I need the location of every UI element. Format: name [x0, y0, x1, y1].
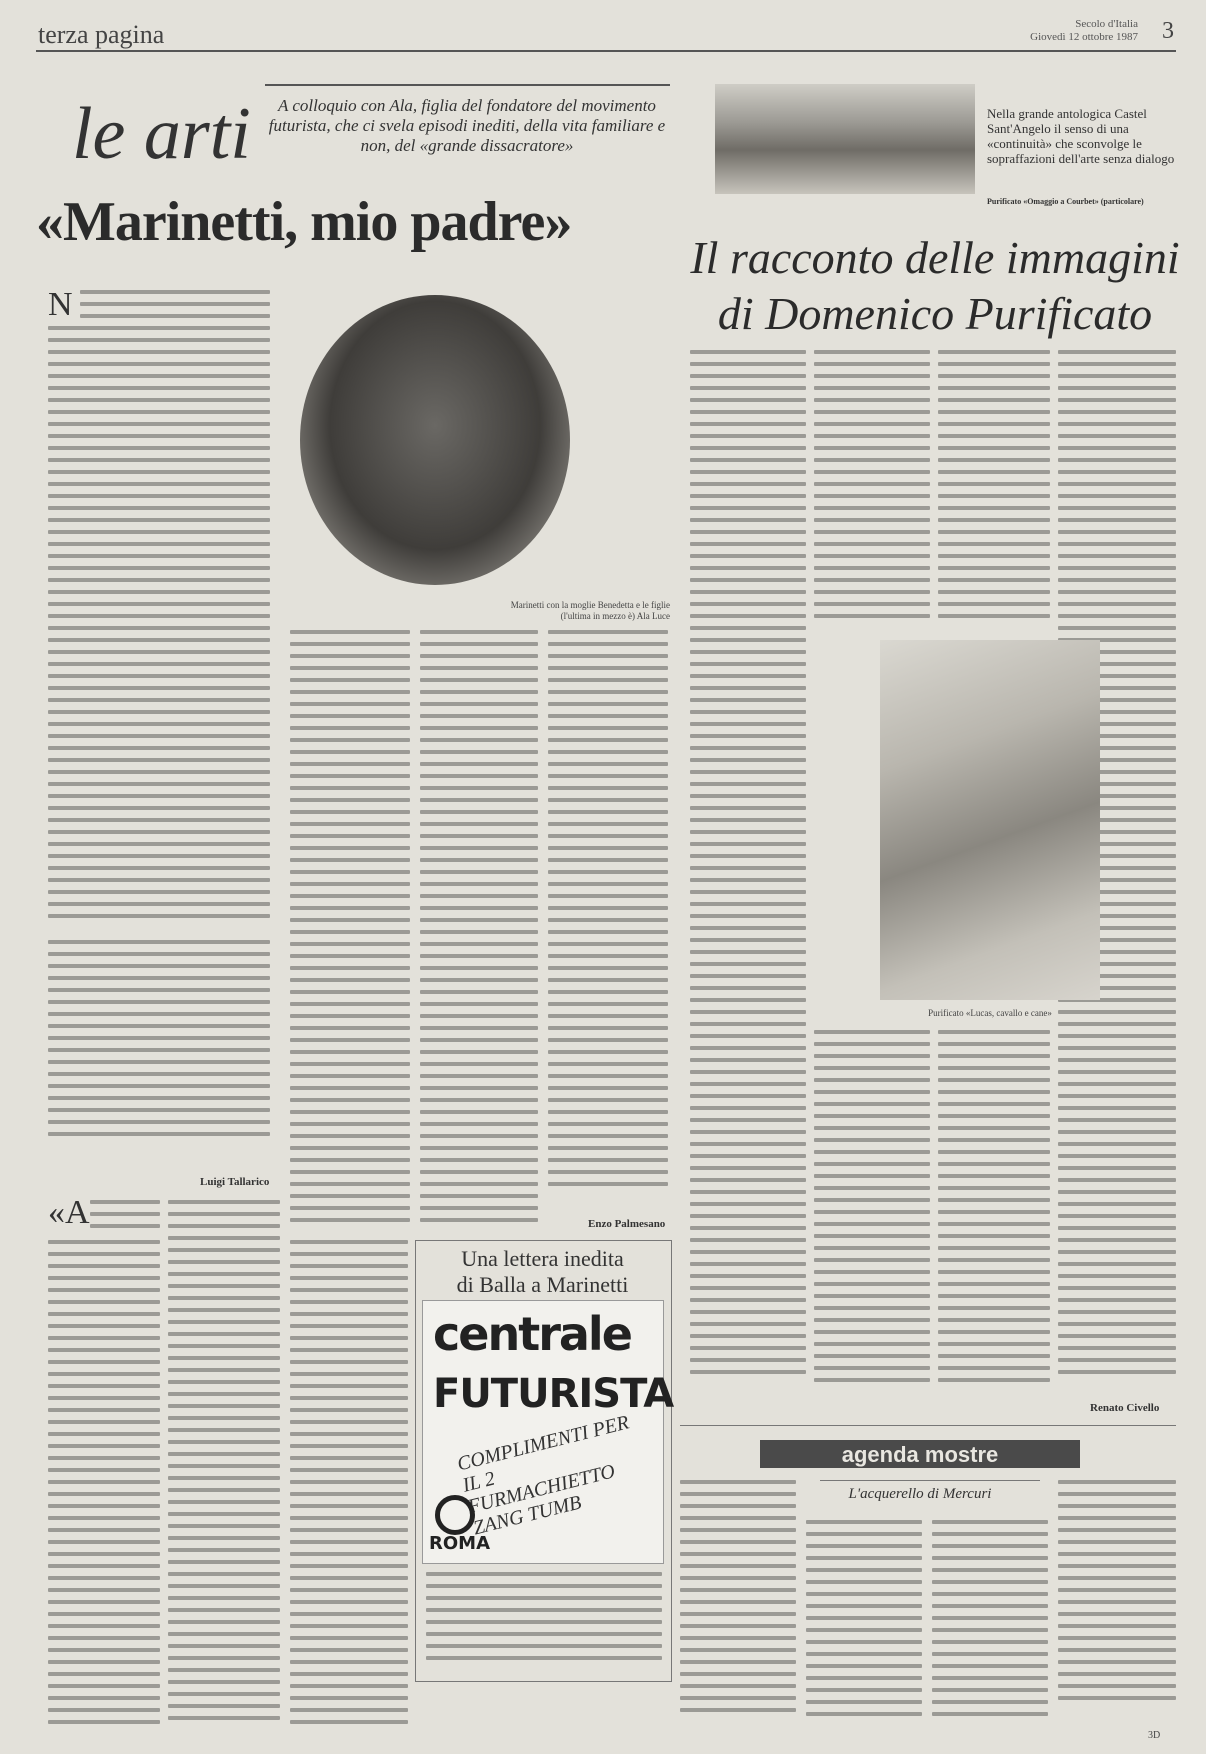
article-text — [48, 326, 270, 926]
letterhead-centrale: centrale — [433, 1307, 631, 1361]
section-rule — [680, 1425, 1176, 1426]
headline-line: di Domenico Purificato — [717, 288, 1153, 339]
handwritten-note: COMPLIMENTI PER IL 2 FURMACHIETTO ZANG TUMB — [455, 1411, 632, 1540]
byline: Luigi Tallarico — [200, 1176, 270, 1188]
letterhead-futurista: FUTURISTA — [433, 1371, 674, 1417]
deck-rule — [265, 84, 670, 86]
article-text — [48, 1240, 160, 1730]
letterhead-city: ROMA — [429, 1533, 491, 1554]
photo-caption: Marinetti con la moglie Benedetta e le figlie (l'ultima in mezzo è) Ala Luce — [510, 600, 670, 621]
article-text — [932, 1520, 1048, 1730]
page-number: 3 — [1162, 18, 1174, 44]
box-title-line: Una lettera inedita — [461, 1246, 624, 1271]
feature-deck: A colloquio con Ala, figlia del fondatore del movimento futurista, che ci svela episodi inediti, della vita familiare e non, del «grande dissacratore» — [268, 96, 666, 155]
rubric-title: le arti — [72, 93, 251, 175]
article-text — [48, 940, 270, 1150]
feature-headline-2 — [690, 230, 1180, 342]
article-text — [168, 1200, 280, 1730]
article-text — [690, 350, 806, 1390]
article-text — [814, 350, 930, 630]
header-rule — [36, 50, 1176, 52]
landscape-painting — [715, 84, 975, 194]
dropcap: «A — [48, 1194, 90, 1231]
purificato-painting — [880, 640, 1100, 1000]
page-code: 3D — [1148, 1730, 1161, 1741]
dropcap: N — [48, 286, 73, 323]
byline: Renato Civello — [1090, 1402, 1160, 1414]
article-text — [420, 630, 538, 1230]
article-text — [938, 1030, 1050, 1400]
section-label: terza pagina — [38, 20, 165, 49]
article-text — [680, 1480, 796, 1730]
box-title — [415, 1246, 670, 1298]
newspaper-name: Secolo d'Italia — [1075, 18, 1138, 30]
issue-date: Giovedì 12 ottobre 1987 — [1030, 31, 1138, 43]
subtitle-rule — [820, 1480, 1040, 1481]
article-text — [814, 1030, 930, 1400]
letterhead-image — [422, 1300, 674, 1564]
box-title-line: di Balla a Marinetti — [456, 1272, 629, 1297]
headline-line: Il racconto delle immagini — [690, 232, 1180, 283]
article-text — [80, 290, 270, 330]
article-text — [938, 350, 1050, 630]
article-text — [1058, 1480, 1176, 1720]
article-text — [426, 1572, 662, 1672]
circle-mark-icon — [435, 1495, 475, 1535]
agenda-title: agenda mostre — [841, 1442, 999, 1467]
article-text — [806, 1520, 922, 1730]
article-text — [290, 630, 410, 1230]
masthead-date — [1010, 18, 1138, 44]
painting-caption: Purificato «Lucas, cavallo e cane» — [928, 1008, 1052, 1018]
image-blurb: Nella grande antologica Castel Sant'Angelo il senso di una «continuità» che sconvolge le sopraffazioni dell'arte senza dialogo — [987, 106, 1175, 166]
article-text — [90, 1200, 160, 1240]
agenda-subtitle: L'acquerello di Mercuri — [848, 1486, 992, 1502]
feature-headline: «Marinetti, mio padre» — [36, 191, 572, 253]
family-photo — [300, 295, 570, 585]
article-text — [290, 1240, 408, 1730]
image-caption: Purificato «Omaggio a Courbet» (particolare) — [987, 197, 1144, 206]
article-text — [548, 630, 668, 1200]
byline: Enzo Palmesano — [588, 1218, 666, 1230]
